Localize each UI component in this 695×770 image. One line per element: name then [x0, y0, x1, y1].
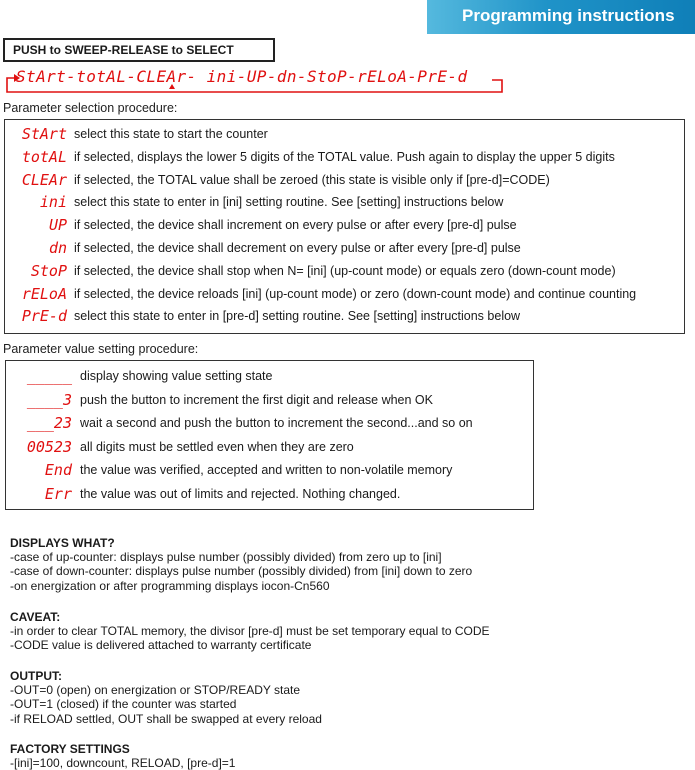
setting-box: [5, 360, 534, 510]
selection-code: StoP: [30, 261, 67, 280]
setting-row: [6, 390, 533, 410]
selection-title: Parameter selection procedure:: [3, 101, 178, 115]
selection-code: dn: [48, 239, 67, 257]
selection-code: totAL: [21, 147, 67, 166]
info-section: [10, 610, 490, 653]
selection-row: [5, 261, 684, 281]
section-heading: CAVEAT:: [10, 610, 61, 624]
section-line: -OUT=0 (open) on energization or STOP/READY state: [10, 683, 301, 698]
setting-row: [6, 437, 533, 457]
section-line: -on energization or after programming displays iocon-Cn560: [10, 578, 330, 593]
selection-row: [5, 215, 684, 235]
section-line: -OUT=1 (closed) if the counter was started: [10, 697, 237, 712]
selection-code: UP: [48, 216, 67, 235]
setting-code: Err: [44, 484, 72, 503]
info-section: [10, 669, 322, 726]
setting-description: push the button to increment the first digit and release when OK: [80, 392, 433, 407]
setting-code: _____: [26, 367, 72, 385]
setting-description: wait a second and push the button to increment the second...and so on: [80, 416, 473, 430]
setting-description: the value was out of limits and rejected. Nothing changed.: [80, 486, 401, 501]
selection-row: [5, 170, 684, 190]
setting-code: End: [44, 461, 72, 479]
selection-description: if selected, the TOTAL value shall be zeroed (this state is visible only if [pre-d]=CODE): [74, 172, 550, 187]
page-title: Programming instructions: [462, 6, 675, 25]
push-instruction-box: PUSH to SWEEP-RELEASE to SELECT: [3, 38, 275, 62]
setting-code: ____3: [26, 390, 72, 409]
setting-code: 00523: [26, 437, 72, 456]
selection-row: [5, 306, 684, 326]
section-line: -case of down-counter: displays pulse number (possibly divided) from [ini] down to zero: [10, 564, 473, 579]
selection-description: if selected, the device shall increment on every pulse or after every [pre-d] pulse: [74, 218, 517, 233]
selection-code: ini: [39, 193, 67, 212]
setting-code: ___23: [26, 414, 72, 432]
section-heading: OUTPUT:: [10, 669, 62, 683]
setting-description: all digits must be settled even when they are zero: [80, 439, 354, 454]
setting-title: Parameter value setting procedure:: [3, 342, 199, 356]
section-heading: FACTORY SETTINGS: [10, 742, 130, 756]
selection-row: [5, 284, 684, 304]
section-line: -CODE value is delivered attached to warranty certificate: [10, 638, 312, 653]
selection-description: if selected, displays the lower 5 digits of the TOTAL value. Push again to display the upper 5 digits: [74, 149, 615, 164]
selection-description: if selected, the device reloads [ini] (up-count mode) or zero (down-count mode) and continue counting: [74, 286, 637, 301]
selection-description: select this state to start the counter: [74, 127, 268, 141]
section-line: -case of up-counter: displays pulse number (possibly divided) from zero up to [ini]: [10, 550, 442, 565]
setting-row: [6, 460, 533, 480]
selection-row: [5, 124, 684, 144]
selection-description: if selected, the device shall decrement on every pulse or after every [pre-d] pulse: [74, 241, 521, 255]
setting-row: [6, 413, 533, 433]
header-banner: [427, 0, 695, 34]
selection-code: StArt: [21, 125, 67, 143]
selection-code: rELoA: [21, 284, 67, 303]
section-line: -in order to clear TOTAL memory, the divisor [pre-d] must be set temporary equal to CODE: [10, 624, 490, 639]
info-section: [10, 742, 235, 770]
section-line: -if RELOAD settled, OUT shall be swapped at every reload: [10, 711, 322, 726]
setting-row: [6, 484, 533, 504]
setting-description: the value was verified, accepted and written to non-volatile memory: [80, 463, 453, 477]
selection-row: [5, 238, 684, 258]
selection-row: [5, 192, 684, 212]
sequence-text: StArt-totAL-CLEAr- ini-UP-dn-StoP-rELoA-PrE-d: [16, 67, 468, 86]
setting-row: [6, 366, 533, 386]
selection-description: if selected, the device shall stop when N= [ini] (up-count mode) or equals zero (down-count mode): [74, 263, 616, 278]
selection-row: [5, 147, 684, 167]
setting-description: display showing value setting state: [80, 369, 273, 383]
info-section: [10, 536, 472, 593]
section-line: -[ini]=100, downcount, RELOAD, [pre-d]=1: [10, 756, 236, 770]
selection-box: [4, 119, 685, 334]
selection-code: PrE-d: [21, 307, 67, 326]
selection-description: select this state to enter in [pre-d] setting routine. See [setting] instructions below: [74, 309, 521, 324]
selection-code: CLEAr: [21, 170, 67, 189]
section-heading: DISPLAYS WHAT?: [10, 536, 115, 550]
state-sequence-diagram: [2, 64, 509, 96]
selection-description: select this state to enter in [ini] setting routine. See [setting] instructions below: [74, 195, 504, 210]
